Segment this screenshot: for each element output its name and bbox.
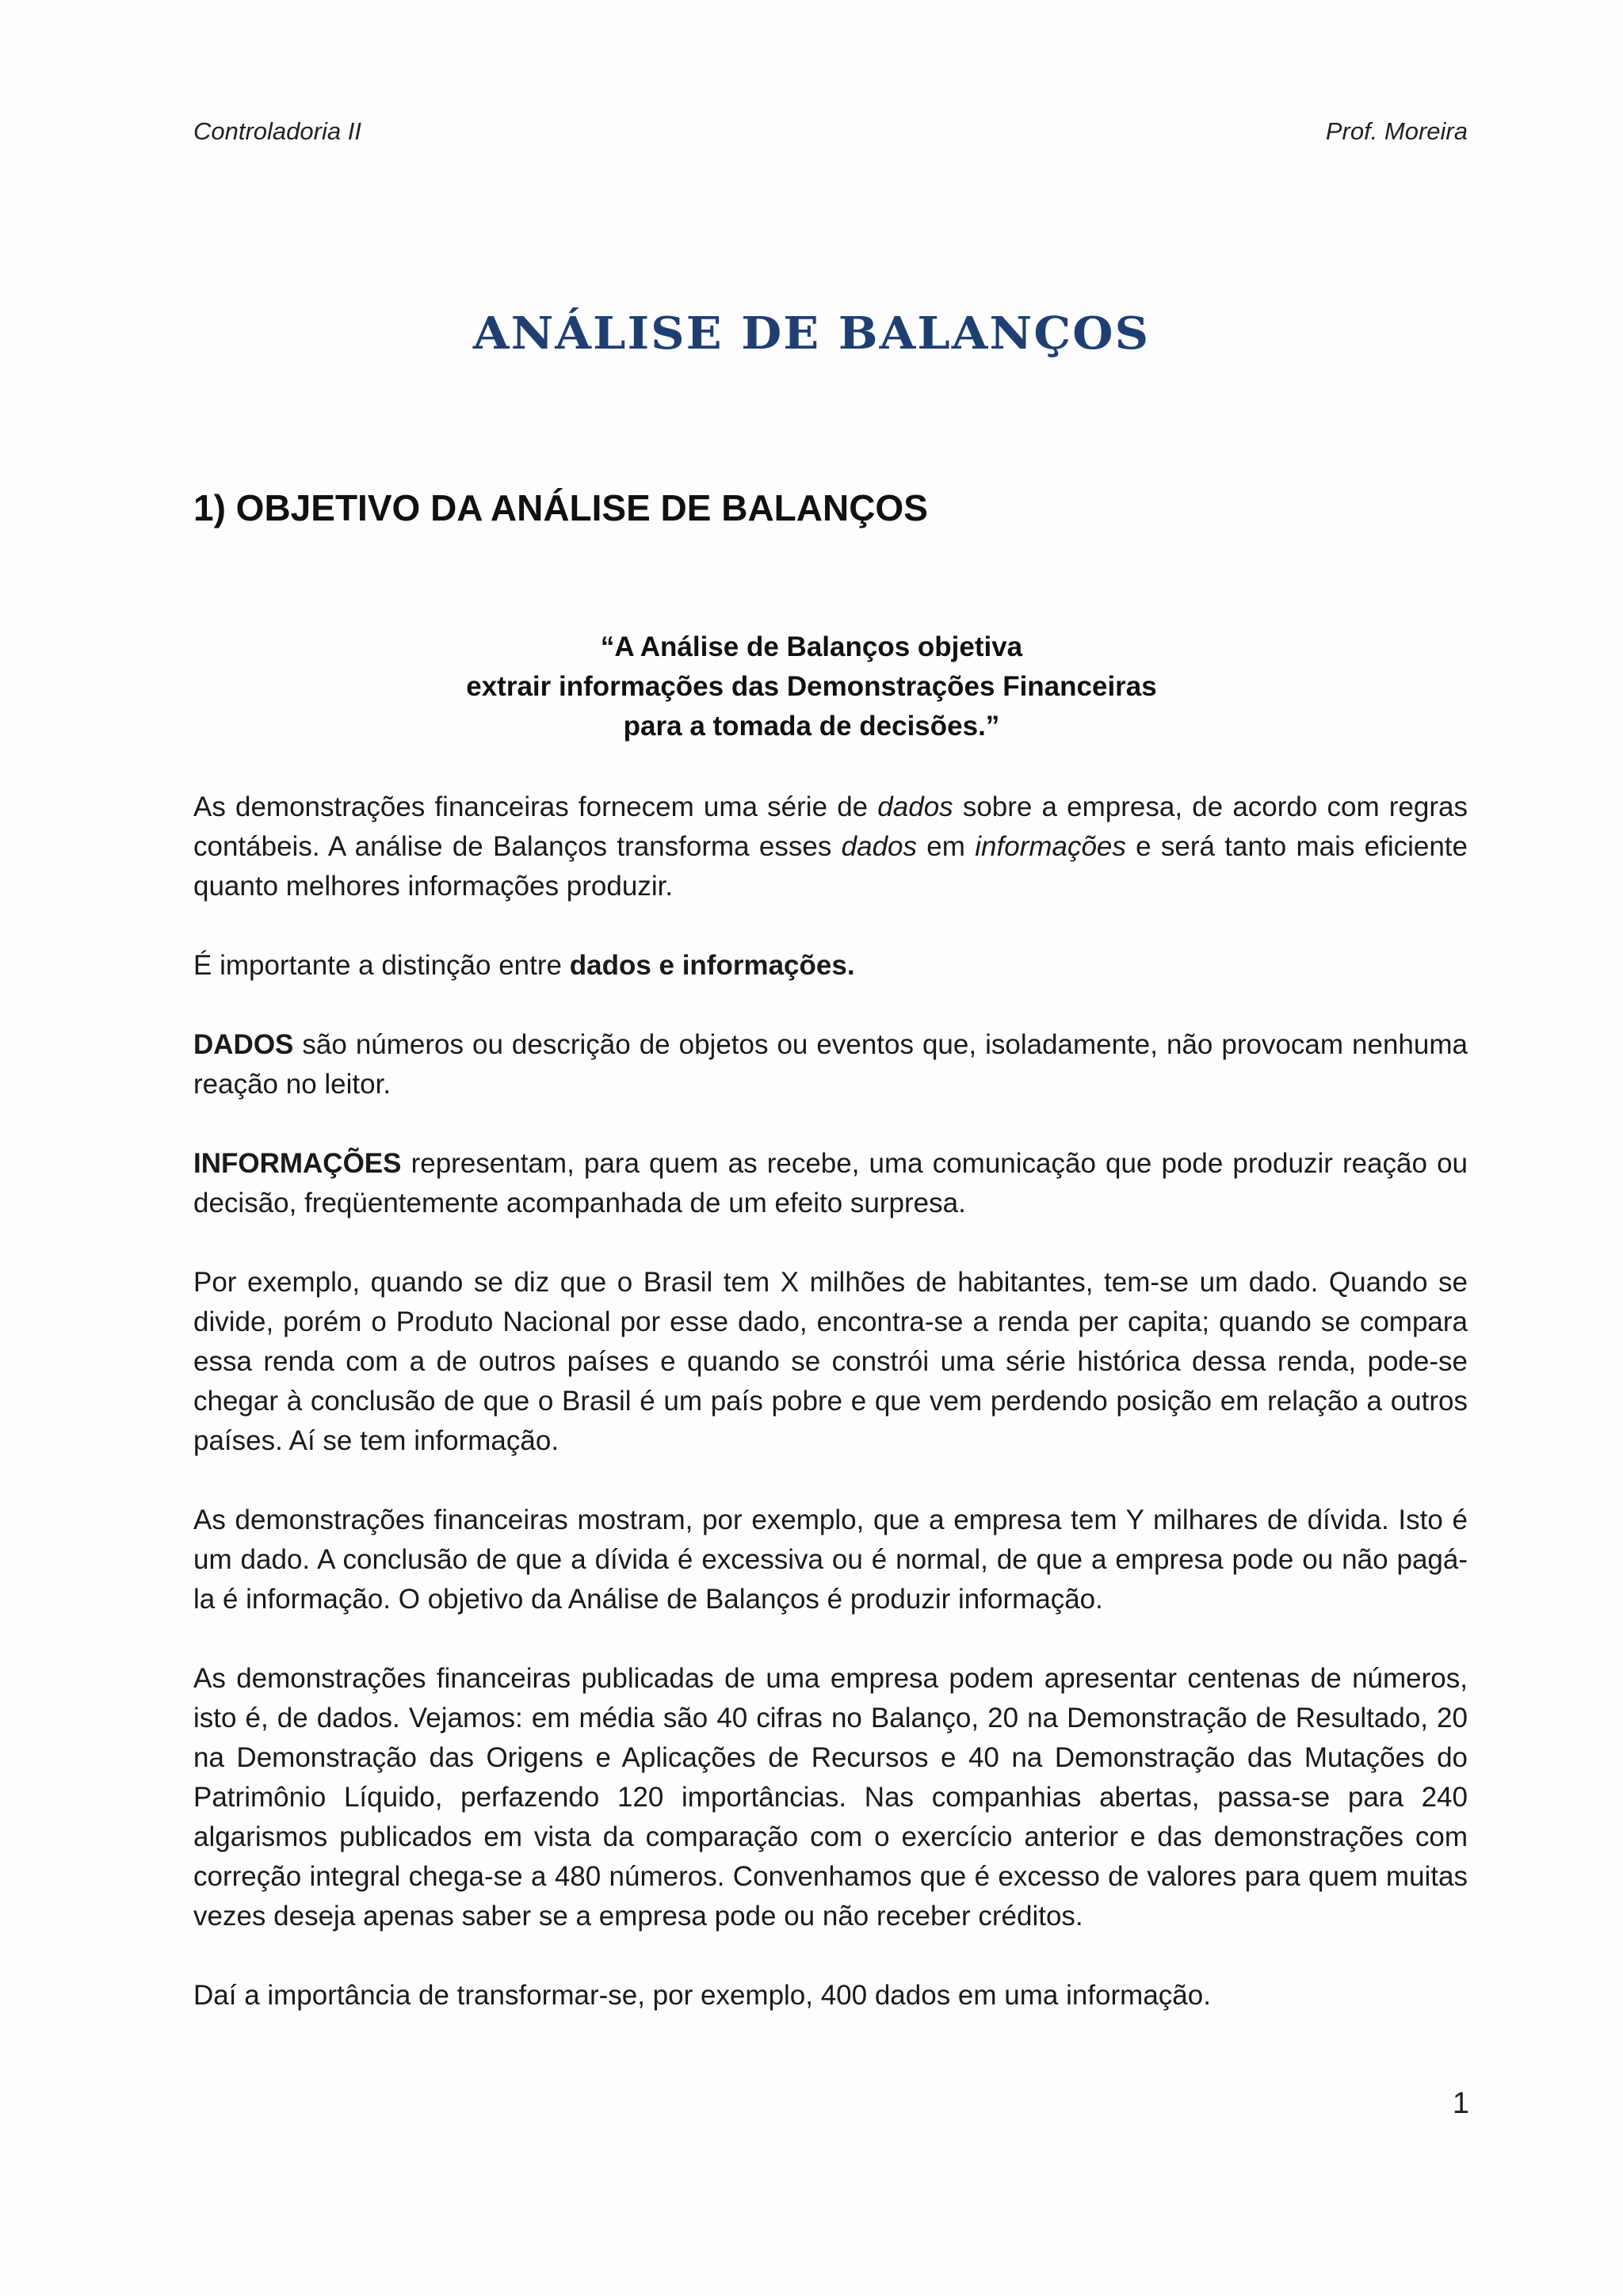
paragraph-example-brasil: Por exemplo, quando se diz que o Brasil tem X milhões de habitantes, tem-se um dado. Quando se divide, porém o Produto Nacional por esse dado, encontra-se a renda per capita; quando se compara essa renda com a de outros países e quando se constrói uma série histórica dessa renda, pode-se chegar à conclusão de que o Brasil é um país pobre e que vem perdendo posição em relação a outros países. Aí se tem informação. xyxy=(193,1267,1468,1456)
document-title: ANÁLISE DE BALANÇOS xyxy=(472,307,1151,360)
text-run: em xyxy=(917,831,976,862)
paragraph-distinction xyxy=(193,946,1468,986)
quote-line: “A Análise de Balanços objetiva xyxy=(600,631,1023,662)
paragraph-conclusion: Daí a importância de transformar-se, por exemplo, 400 dados em uma informação. xyxy=(193,1980,1211,2011)
quote-line: extrair informações das Demonstrações Financeiras xyxy=(466,671,1157,702)
emphasis-informacoes: informações xyxy=(975,831,1126,862)
text-run: sobre a empresa, de acordo com regras contábeis. A análise de Balanços transforma esses xyxy=(193,791,1468,862)
page-number: 1 xyxy=(1452,2087,1469,2120)
paragraph-informacoes-definition xyxy=(193,1144,1468,1223)
text-run: É importante a distinção entre xyxy=(193,950,570,981)
body-text xyxy=(193,788,1468,2016)
bold-term-informacoes: INFORMAÇÕES xyxy=(193,1148,402,1179)
emphasis-dados: dados xyxy=(841,831,918,862)
paragraph-numbers: As demonstrações financeiras publicadas de uma empresa podem apresentar centenas de números, isto é, de dados. Vejamos: em média são 40 cifras no Balanço, 20 na Demonstração de Resultado, 20 na Demonstração das Origens e Aplicações de Recursos e 40 na Demonstração das Mutações do Patrimônio Líquido, perfazendo 120 importâncias. Nas companhias abertas, passa-se para 240 algarismos publicados em vista da comparação com o exercício anterior e das demonstrações com correção integral chega-se a 480 números. Convenhamos que é excesso de valores para quem muitas vezes deseja apenas saber se a empresa pode ou não receber créditos. xyxy=(193,1663,1468,1932)
paragraph-example-divida: As demonstrações financeiras mostram, por exemplo, que a empresa tem Y milhares de dívida. Isto é um dado. A conclusão de que a dívida é excessiva ou é normal, de que a empresa pode ou não pagá-la é informação. O objetivo da Análise de Balanços é produzir informação. xyxy=(193,1505,1468,1615)
quote-block xyxy=(0,627,1623,746)
text-run: representam, para quem as recebe, uma comunicação que pode produzir reação ou decisão, freqüentemente acompanhada de um efeito surpresa. xyxy=(193,1148,1468,1219)
section-heading: 1) OBJETIVO DA ANÁLISE DE BALANÇOS xyxy=(193,487,928,528)
text-run: são números ou descrição de objetos ou eventos que, isoladamente, não provocam nenhuma reação no leitor. xyxy=(193,1029,1468,1100)
quote-line: para a tomada de decisões.” xyxy=(623,711,1000,742)
text-run: As demonstrações financeiras fornecem uma série de xyxy=(193,791,878,822)
paragraph-data-intro xyxy=(193,788,1468,906)
header-author: Prof. Moreira xyxy=(1325,117,1468,145)
bold-term: dados e informações. xyxy=(569,950,855,981)
paragraph-dados-definition xyxy=(193,1025,1468,1104)
emphasis-dados: dados xyxy=(877,791,953,822)
bold-term-dados: DADOS xyxy=(193,1029,294,1060)
text-run: e será tanto mais eficiente quanto melhores informações produzir. xyxy=(193,831,1468,902)
header-course: Controladoria II xyxy=(193,117,361,145)
